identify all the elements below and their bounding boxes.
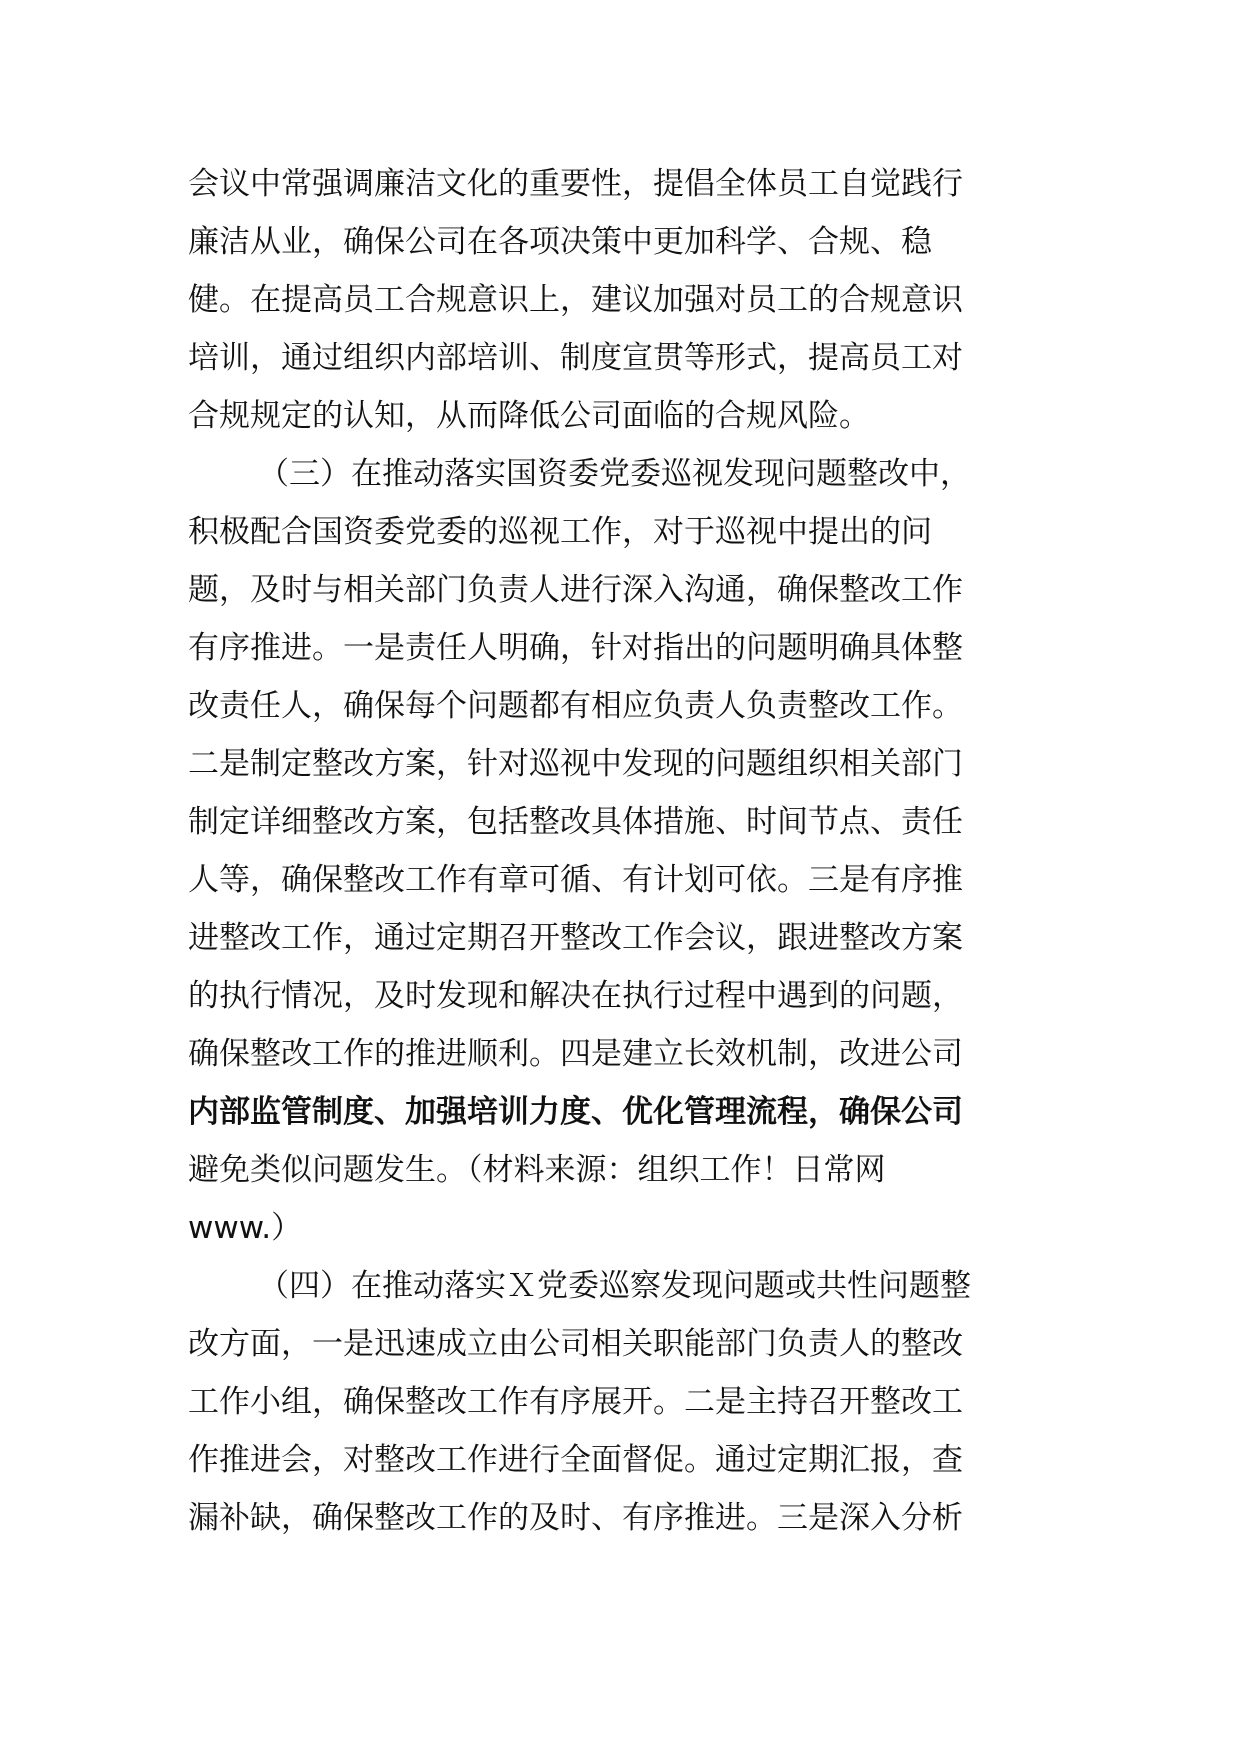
text-line-bold: 内部监管制度、加强培训力度、优化管理流程，确保公司 [188, 1094, 963, 1130]
body-text [188, 155, 1038, 1547]
text-line: 有序推进。一是责任人明确，针对指出的问题明确具体整 [188, 630, 963, 666]
text-line: 培训，通过组织内部培训、制度宣贯等形式，提高员工对 [188, 340, 963, 376]
text-line: 确保整改工作的推进顺利。四是建立长效机制，改进公司 [188, 1036, 963, 1072]
text-line: 二是制定整改方案，针对巡视中发现的问题组织相关部门 [188, 746, 963, 782]
text-line: 会议中常强调廉洁文化的重要性，提倡全体员工自觉践行 [188, 166, 963, 202]
text-line: 健。在提高员工合规意识上，建议加强对员工的合规意识 [188, 282, 963, 318]
text-line: 避免类似问题发生。（材料来源：组织工作！日常网 [188, 1152, 886, 1188]
text-line: 工作小组，确保整改工作有序展开。二是主持召开整改工 [188, 1384, 963, 1420]
text-line: 进整改工作，通过定期召开整改工作会议，跟进整改方案 [188, 920, 963, 956]
section-heading-4: （四）在推动落实Ｘ党委巡察发现问题或共性问题整 [258, 1268, 971, 1304]
text-line: 合规规定的认知，从而降低公司面临的合规风险。 [188, 398, 870, 434]
text-line: 制定详细整改方案，包括整改具体措施、时间节点、责任 [188, 804, 963, 840]
text-line: 改责任人，确保每个问题都有相应负责人负责整改工作。 [188, 688, 963, 724]
text-line: 廉洁从业，确保公司在各项决策中更加科学、合规、稳 [188, 224, 932, 260]
text-line: 漏补缺，确保整改工作的及时、有序推进。三是深入分析 [188, 1500, 963, 1536]
text-line: 的执行情况，及时发现和解决在执行过程中遇到的问题， [188, 978, 963, 1014]
text-line: 人等，确保整改工作有章可循、有计划可依。三是有序推 [188, 862, 963, 898]
text-line: 积极配合国资委党委的巡视工作，对于巡视中提出的问 [188, 514, 932, 550]
text-line: 作推进会，对整改工作进行全面督促。通过定期汇报，查 [188, 1442, 963, 1478]
text-line: 改方面，一是迅速成立由公司相关职能部门负责人的整改 [188, 1326, 963, 1362]
section-heading-3: （三）在推动落实国资委党委巡视发现问题整改中， [258, 456, 971, 492]
text-line: 题，及时与相关部门负责人进行深入沟通，确保整改工作 [188, 572, 963, 608]
text-line: www.） [188, 1210, 303, 1246]
